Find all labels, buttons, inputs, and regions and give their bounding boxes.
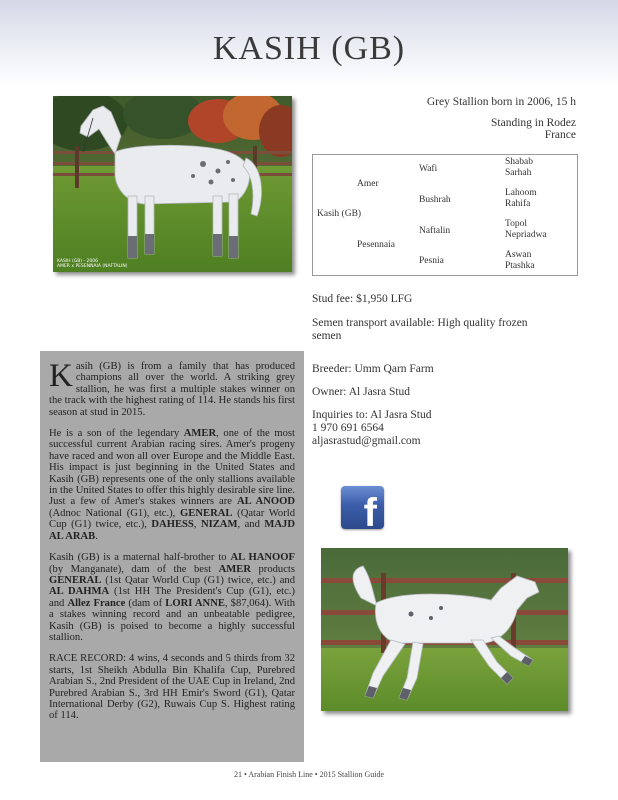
pedigree-g3: Topol xyxy=(505,219,528,229)
owner: Owner: Al Jasra Stud xyxy=(312,386,411,398)
facebook-icon[interactable]: f xyxy=(341,486,384,529)
pedigree-dam-sire: Naftalin xyxy=(419,226,451,236)
pedigree-g3: Sarhah xyxy=(505,168,532,178)
pedigree-sire-dam: Bushrah xyxy=(419,195,451,205)
page-footer: 21 • Arabian Finish Line • 2015 Stallion Guide xyxy=(233,770,385,779)
pedigree-g3: Nepriadwa xyxy=(505,230,547,240)
inquiries: Inquiries to: Al Jasra Stud 1 970 691 6564 aljasrastud@gmail.com xyxy=(312,409,574,448)
pedigree-g3: Aswan xyxy=(505,250,532,260)
standing-info: Standing in Rodez France xyxy=(491,117,576,141)
race-record: RACE RECORD: 4 wins, 4 seconds and 5 thirds from 32 starts, 1st Sheikh Abdulla Bin Khalifa Cup, Purebred Arabian S., 2nd President of the UAE Cup in Ireland, 2nd Purebred Arabian S., 3rd HH Emir's Sword (G1), Qatar International Derby (G2), Ruwais Cup S. Highest rating of 114. xyxy=(49,653,295,722)
drop-cap: K xyxy=(49,358,73,394)
pedigree-g3: Lahoom xyxy=(505,188,537,198)
pedigree-dam-dam: Pesnia xyxy=(419,256,444,266)
pedigree-sire: Amer xyxy=(357,179,379,189)
email-link[interactable]: aljasrastud@gmail.com xyxy=(312,435,421,447)
photo-caption: KASIH (GB) - 2006 AMER x PESENNAIA (NAFTALIN) xyxy=(57,259,128,269)
description-box xyxy=(40,351,304,762)
page-title: KASIH (GB) xyxy=(212,30,406,67)
semen-transport: Semen transport available: High quality frozen semen xyxy=(312,317,528,342)
description-sire-paragraph: He is a son of the legendary AMER, one of the most successful current Arabian racing sires. Amer's progeny have raced and won all over Europe and the Middle East. His impact is just beginning in the United States and Kasih (GB) represents one of the only stallions available in the United States to offer this highly desirable sire line. Just a few of Amer's stakes winners are AL ANOOD (Adnoc National (G1), etc.), GENERAL (Qatar World Cup (G1) twice, etc.), DAHESS, NIZAM, and MAJD AL ARAB. xyxy=(49,428,295,542)
stallion-trotting-photo xyxy=(321,548,568,711)
pedigree-g3: Ptashka xyxy=(505,261,535,271)
pedigree-sire-sire: Wafi xyxy=(419,164,438,174)
pedigree-dam: Pesennaia xyxy=(357,240,395,250)
description-intro: Kasih (GB) is from a family that has produced champions all over the world. A striking grey stallion, he was first a multiple stakes winner on the track with the highest rating of 114. He stands his first season at stud in 2015. xyxy=(49,358,295,418)
pedigree-g3: Rahifa xyxy=(505,199,531,209)
stud-fee: Stud fee: $1,950 LFG xyxy=(312,293,413,305)
pedigree-chart xyxy=(312,154,578,276)
stallion-standing-photo xyxy=(53,96,292,272)
born-info: Grey Stallion born in 2006, 15 h xyxy=(426,96,576,108)
description-dam-paragraph: Kasih (GB) is a maternal half-brother to AL HANOOF (by Manganate), dam of the best AMER products GENERAL (1st Qatar World Cup (G1) twice, etc.) and AL DAHMA (1st HH The President's Cup (G1), etc.) and Allez France (dam of LORI ANNE, $87,064). With a stakes winning record and an unbeatable pedigree, Kasih (GB) is poised to become a highly successful stallion. xyxy=(49,552,295,643)
breeder: Breeder: Umm Qarn Farm xyxy=(312,363,434,375)
pedigree-horse: Kasih (GB) xyxy=(317,209,362,219)
pedigree-g3: Shabab xyxy=(505,157,533,167)
